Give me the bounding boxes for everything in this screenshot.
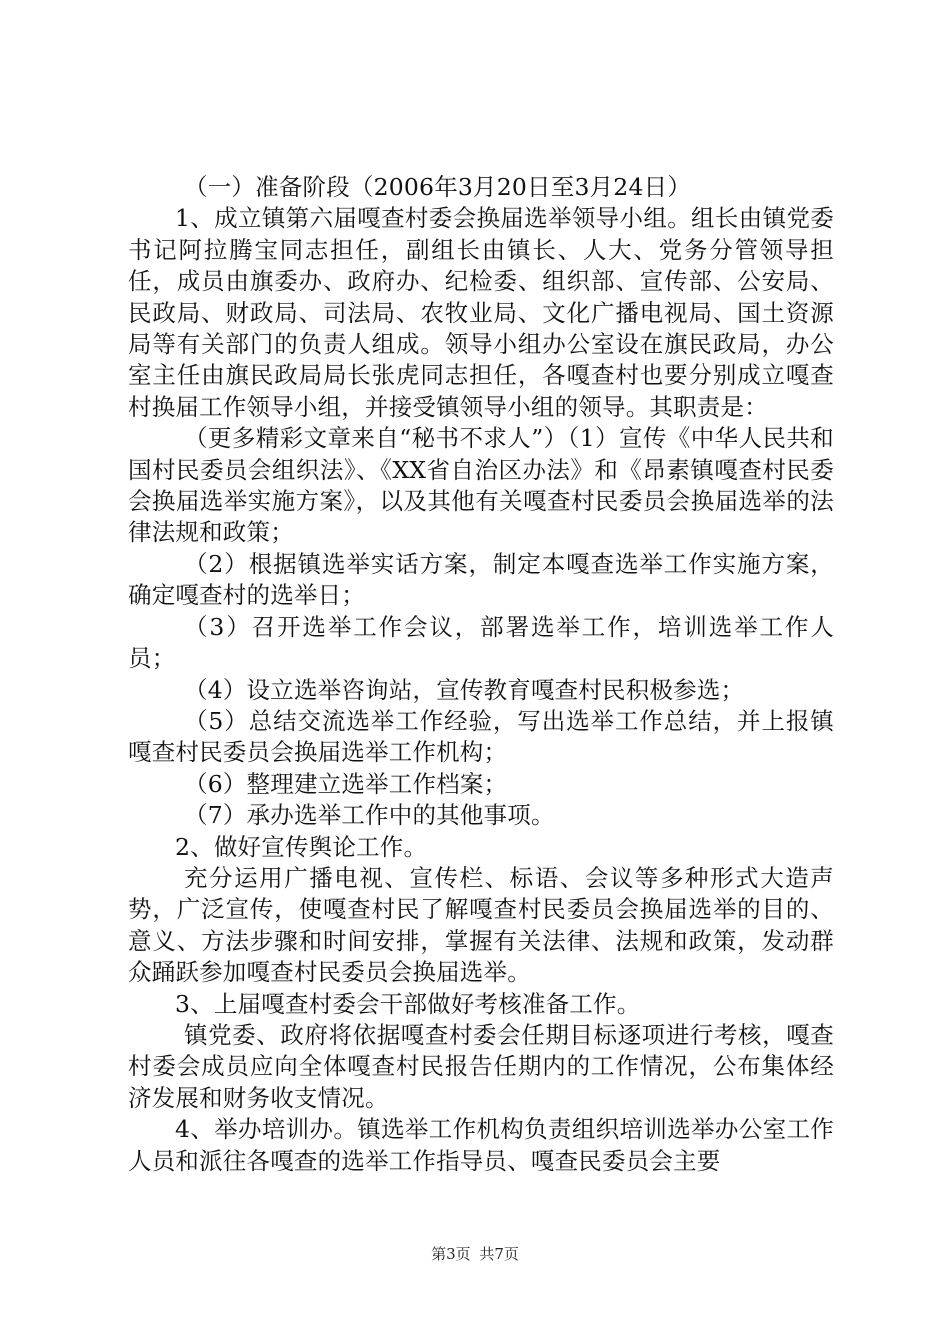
page-number: 第3页 (431, 1245, 471, 1263)
paragraph-assessment-heading: 3、上届嘎查村委会干部做好考核准备工作。 (175, 989, 641, 1018)
paragraph-training: 4、举办培训办。镇选举工作机构负责组织培训选举办公室工作人员和派往各嘎查的选举工作指导员、嘎查民委员会主要 (128, 1115, 834, 1175)
paragraph-duty-6: （6）整理建立选举工作档案； (184, 769, 508, 798)
paragraph-duty-4: （4）设立选举咨询站，宣传教育嘎查村民积极参选； (184, 675, 745, 704)
paragraph-assessment-body: 镇党委、政府将依据嘎查村委会任期目标逐项进行考核，嘎查村委会成员应向全体嘎查村民报告任期内的工作情况，公布集体经济发展和财务收支情况。 (128, 1020, 834, 1112)
paragraph-publicity-heading: 2、做好宣传舆论工作。 (175, 832, 428, 861)
paragraph-leading-group: 1、成立镇第六届嘎查村委会换届选举领导小组。组长由镇党委书记阿拉腾宝同志担任，副组长由镇长、人大、党务分管领导担任，成员由旗委办、政府办、纪检委、组织部、宣传部、公安局、民政局、财政局、司法局、农牧业局、文化广播电视局、国土资源局等有关部门的负责人组成。领导小组办公室设在旗民政局，办公室主任由旗民政局局长张虎同志担任，各嘎查村也要分别成立嘎查村换届工作领导小组，并接受镇领导小组的领导。其职责是： (128, 204, 834, 421)
section-heading-preparation: （一）准备阶段（2006年3月20日至3月24日） (184, 173, 692, 201)
page-footer (0, 1244, 950, 1264)
paragraph-duty-3: （3）召开选举工作会议，部署选举工作，培训选举工作人员； (128, 612, 834, 673)
document-body (128, 172, 834, 1177)
paragraph-duty-5: （5）总结交流选举工作经验，写出选举工作总结，并上报镇嘎查村民委员会换届选举工作机构； (128, 706, 834, 767)
page-total: 共7页 (479, 1245, 519, 1263)
paragraph-duty-1: （更多精彩文章来自“秘书不求人”）（1）宣传《中华人民共和国村民委员会组织法》、《XX省自治区办法》和《昂素镇嘎查村民委会换届选举实施方案》，以及其他有关嘎查村民委员会换届选举的法律法规和政策； (128, 424, 834, 547)
paragraph-publicity-body: 充分运用广播电视、宣传栏、标语、会议等多种形式大造声势，广泛宣传，使嘎查村民了解嘎查村民委员会换届选举的目的、意义、方法步骤和时间安排，掌握有关法律、法规和政策，发动群众踊跃参加嘎查村民委员会换届选举。 (128, 863, 834, 987)
paragraph-duty-2: （2）根据镇选举实话方案，制定本嘎查选举工作实施方案，确定嘎查村的选举日； (128, 549, 834, 610)
paragraph-duty-7: （7）承办选举工作中的其他事项。 (184, 801, 555, 830)
